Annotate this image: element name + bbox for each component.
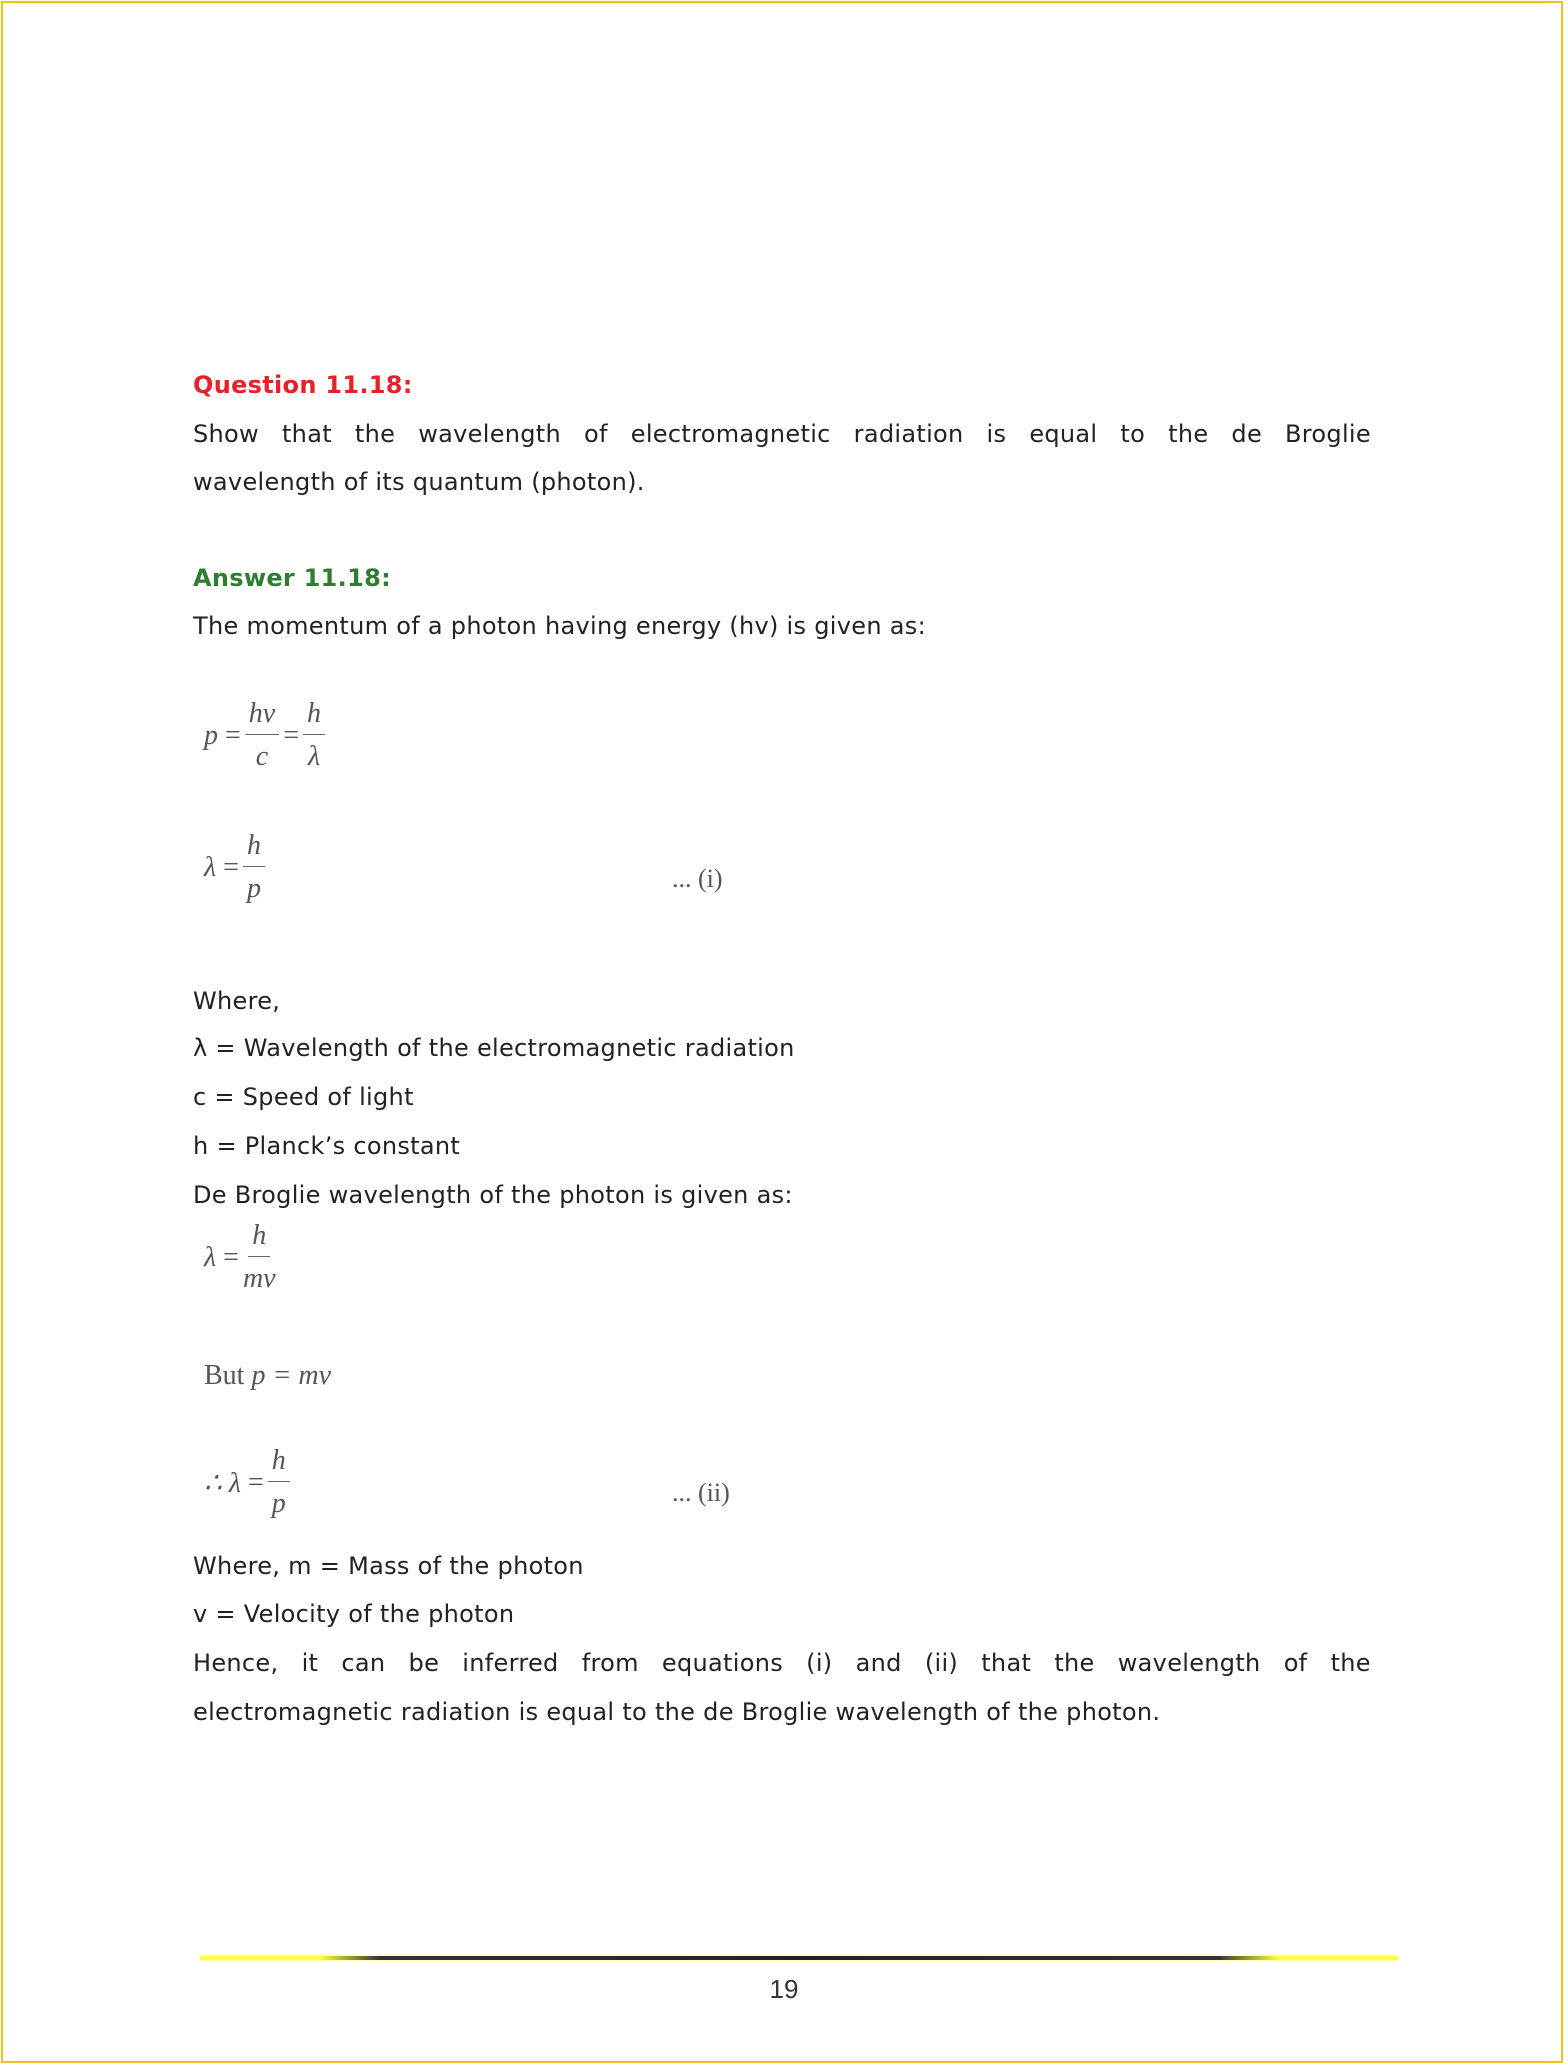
eq-denominator: λ <box>307 741 321 772</box>
word: wavelength <box>1117 1649 1261 1677</box>
equation-but <box>204 1360 331 1392</box>
word: wavelength <box>418 420 562 448</box>
word: of <box>1283 1649 1308 1677</box>
eq-numerator: h <box>268 1447 290 1482</box>
where-label: Where, <box>193 987 281 1015</box>
word: the <box>354 420 396 448</box>
eq-lhs: ∴ λ <box>204 1467 241 1499</box>
eq-numerator: h <box>248 1222 270 1257</box>
eq-denominator: c <box>255 741 269 772</box>
eq-expression: p = mv <box>251 1360 332 1391</box>
question-line-2: wavelength of its quantum (photon). <box>193 468 645 496</box>
but-word: But <box>204 1360 245 1391</box>
word: equations <box>661 1649 784 1677</box>
word: the <box>1330 1649 1371 1677</box>
eq-numerator: h <box>303 700 325 735</box>
word: can <box>341 1649 386 1677</box>
word: equal <box>1029 420 1098 448</box>
eq-numerator: h <box>243 832 265 867</box>
eq-lhs: λ <box>204 851 217 883</box>
footer-divider <box>200 1956 1398 1960</box>
eq-lhs: λ <box>204 1241 217 1273</box>
word: from <box>581 1649 639 1677</box>
equation-ii: ∴ λ = $\frac{h}{p}$ <box>204 1447 294 1518</box>
word: electromagnetic <box>630 420 831 448</box>
question-line-1 <box>193 419 1371 449</box>
word: (i) <box>806 1649 833 1677</box>
definition-c: c = Speed of light <box>193 1083 414 1111</box>
equation-i: λ = $\frac{h}{p}$ <box>204 832 269 903</box>
word: to <box>1120 420 1146 448</box>
conclusion-line-2: electromagnetic radiation is equal to the de Broglie wavelength of the photon. <box>193 1698 1161 1726</box>
word: de <box>1231 420 1263 448</box>
eq-denominator: p <box>246 873 261 904</box>
equation-tag-i: ... (i) <box>672 864 723 893</box>
page-number: 19 <box>769 1974 799 2004</box>
eq-lhs: p <box>204 719 218 751</box>
question-title: Question 11.18: <box>193 371 413 399</box>
definition-m: Where, m = Mass of the photon <box>193 1552 584 1580</box>
eq-numerator: hν <box>245 700 279 735</box>
word: inferred <box>462 1649 559 1677</box>
word: the <box>1168 420 1209 448</box>
equation-debroglie: λ = $\frac{h}{mv}$ <box>204 1220 276 1294</box>
debroglie-intro: De Broglie wavelength of the photon is given as: <box>193 1181 793 1209</box>
equation-momentum: p = $\frac{h\nu}{c}$ = $\frac{h}{\lambda}$ <box>204 700 329 771</box>
word: that <box>981 1649 1032 1677</box>
word: and <box>855 1649 902 1677</box>
equation-tag-ii: ... (ii) <box>672 1478 730 1507</box>
word: the <box>1054 1649 1095 1677</box>
definition-h: h = Planck’s constant <box>193 1132 461 1160</box>
word: radiation <box>853 420 964 448</box>
word: is <box>986 420 1007 448</box>
page-border <box>1 1 1563 2063</box>
answer-title: Answer 11.18: <box>193 564 391 592</box>
word: of <box>584 420 608 448</box>
eq-denominator: p <box>271 1488 286 1519</box>
word: it <box>301 1649 319 1677</box>
answer-intro: The momentum of a photon having energy (hv) is given as: <box>193 612 926 640</box>
word: Hence, <box>193 1649 279 1677</box>
word: Broglie <box>1285 420 1371 448</box>
word: that <box>281 420 332 448</box>
word: Show <box>193 420 259 448</box>
eq-denominator: mv <box>242 1263 276 1294</box>
definition-v: v = Velocity of the photon <box>193 1600 515 1628</box>
word: be <box>408 1649 440 1677</box>
word: (ii) <box>924 1649 959 1677</box>
conclusion-line-1 <box>193 1648 1371 1678</box>
definition-lambda: λ = Wavelength of the electromagnetic radiation <box>193 1034 795 1062</box>
